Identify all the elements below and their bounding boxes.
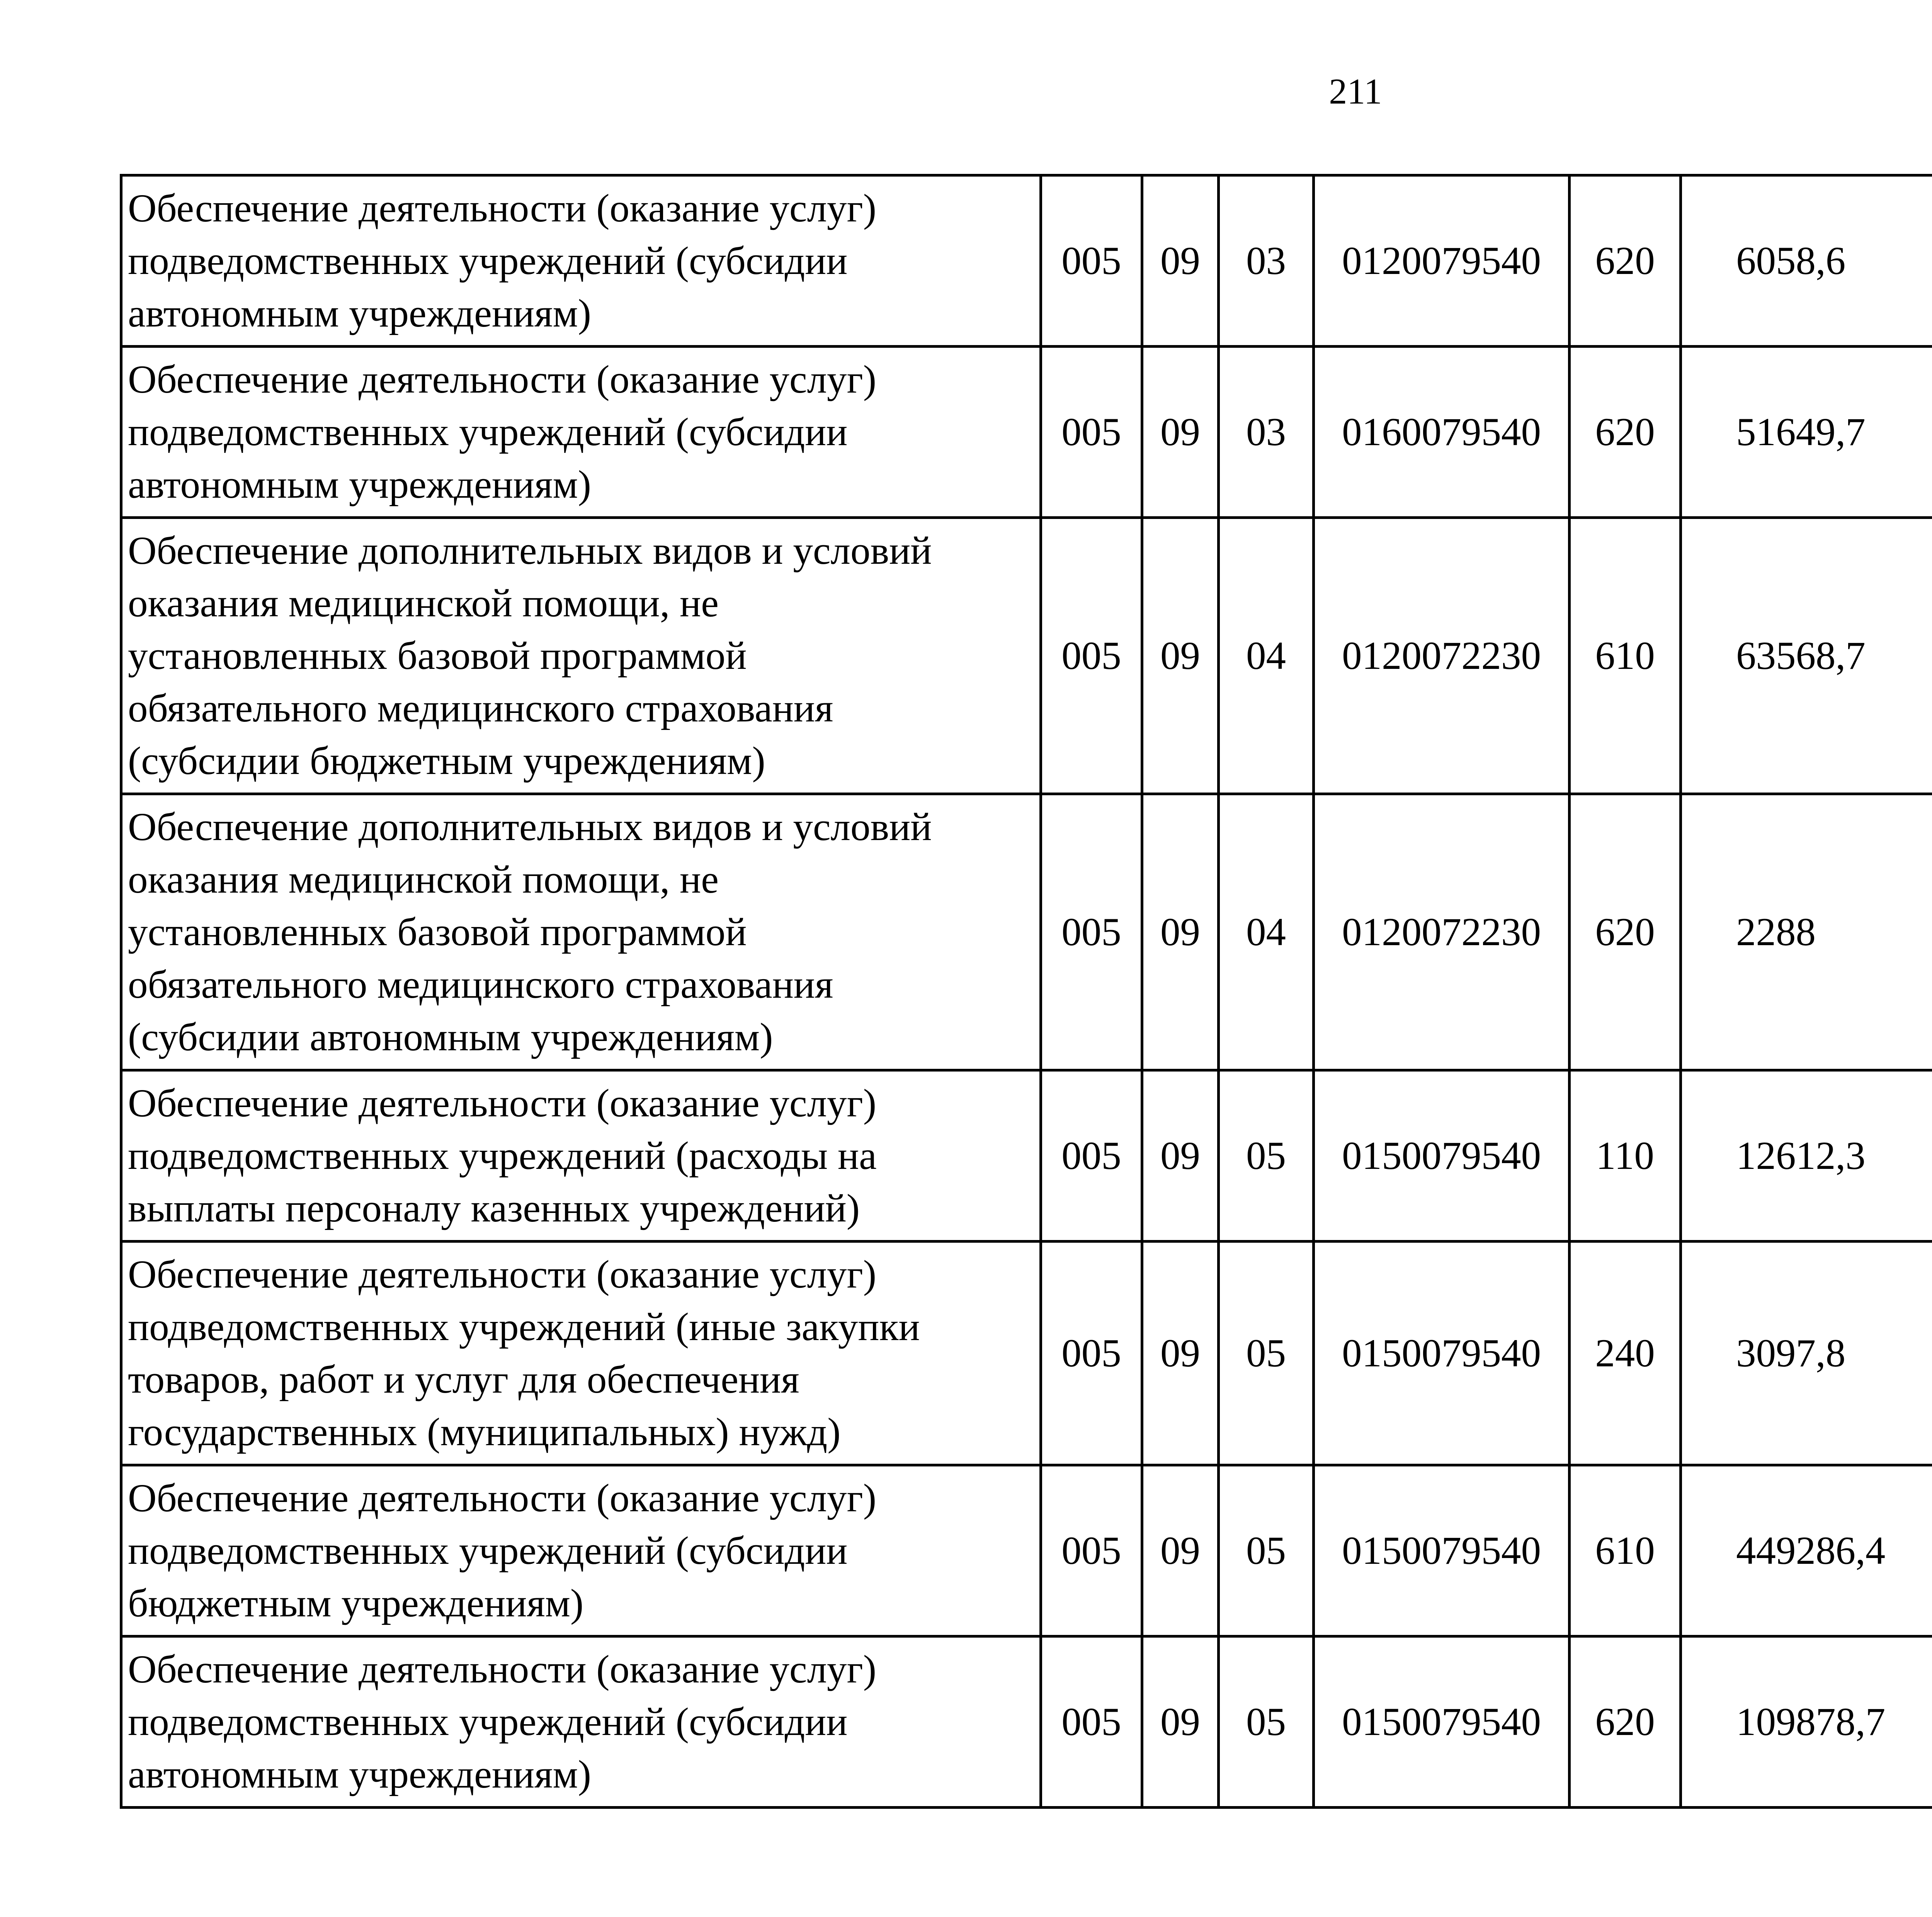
description-line: (субсидии автономным учреждениям) xyxy=(128,1015,773,1059)
description-line: автономным учреждениям) xyxy=(128,1752,591,1796)
description-cell xyxy=(121,347,1041,518)
description-line: Обеспечение дополнительных видов и условий xyxy=(128,529,932,573)
description-line: Обеспечение деятельности (оказание услуг) xyxy=(128,1252,877,1296)
section-code-cell: 005 xyxy=(1041,794,1142,1070)
description-cell xyxy=(121,1465,1041,1636)
description-cell xyxy=(121,518,1041,794)
article-code-cell: 0120079540 xyxy=(1314,175,1570,347)
chapter-code-cell: 09 xyxy=(1142,518,1219,794)
table-row xyxy=(121,175,1932,347)
description-line: установленных базовой программой xyxy=(128,910,747,954)
expense-type-cell: 620 xyxy=(1570,1636,1681,1808)
article-code-cell: 0150079540 xyxy=(1314,1242,1570,1465)
chapter-code-cell: 09 xyxy=(1142,1242,1219,1465)
chapter-code-cell: 09 xyxy=(1142,1465,1219,1636)
section-code-cell: 005 xyxy=(1041,1465,1142,1636)
description-line: Обеспечение деятельности (оказание услуг) xyxy=(128,1081,877,1125)
description-cell xyxy=(121,1636,1041,1808)
article-code-cell: 0150079540 xyxy=(1314,1636,1570,1808)
chapter-code-cell: 09 xyxy=(1142,1070,1219,1242)
amount-year-1-cell: 2288 xyxy=(1681,794,1932,1070)
description-line: Обеспечение деятельности (оказание услуг) xyxy=(128,1476,877,1520)
subsection-code-cell: 05 xyxy=(1219,1465,1314,1636)
table-body xyxy=(121,175,1932,1808)
amount-year-1-cell: 449286,4 xyxy=(1681,1465,1932,1636)
description-line: (субсидии бюджетным учреждениям) xyxy=(128,739,765,783)
subsection-code-cell: 05 xyxy=(1219,1242,1314,1465)
description-line: государственных (муниципальных) нужд) xyxy=(128,1410,841,1454)
expense-type-cell: 610 xyxy=(1570,518,1681,794)
description-line: оказания медицинской помощи, не xyxy=(128,857,719,902)
chapter-code-cell: 09 xyxy=(1142,794,1219,1070)
chapter-code-cell: 09 xyxy=(1142,1636,1219,1808)
description-line: обязательного медицинского страхования xyxy=(128,686,833,730)
subsection-code-cell: 03 xyxy=(1219,175,1314,347)
section-code-cell: 005 xyxy=(1041,1070,1142,1242)
expense-type-cell: 240 xyxy=(1570,1242,1681,1465)
subsection-code-cell: 04 xyxy=(1219,794,1314,1070)
table-row xyxy=(121,1070,1932,1242)
expense-type-cell: 110 xyxy=(1570,1070,1681,1242)
description-line: Обеспечение деятельности (оказание услуг) xyxy=(128,186,877,230)
description-line: автономным учреждениям) xyxy=(128,291,591,335)
description-cell xyxy=(121,1242,1041,1465)
table-row xyxy=(121,347,1932,518)
subsection-code-cell: 03 xyxy=(1219,347,1314,518)
section-code-cell: 005 xyxy=(1041,1242,1142,1465)
subsection-code-cell: 04 xyxy=(1219,518,1314,794)
subsection-code-cell: 05 xyxy=(1219,1636,1314,1808)
description-line: установленных базовой программой xyxy=(128,634,747,678)
table-row xyxy=(121,1242,1932,1465)
description-line: оказания медицинской помощи, не xyxy=(128,581,719,625)
amount-year-1-cell: 109878,7 xyxy=(1681,1636,1932,1808)
expense-type-cell: 620 xyxy=(1570,794,1681,1070)
description-line: Обеспечение деятельности (оказание услуг) xyxy=(128,357,877,401)
expense-type-cell: 620 xyxy=(1570,347,1681,518)
table-row xyxy=(121,794,1932,1070)
description-line: Обеспечение деятельности (оказание услуг) xyxy=(128,1647,877,1691)
description-line: обязательного медицинского страхования xyxy=(128,963,833,1007)
article-code-cell: 0160079540 xyxy=(1314,347,1570,518)
article-code-cell: 0120072230 xyxy=(1314,518,1570,794)
description-line: подведомственных учреждений (расходы на xyxy=(128,1134,877,1178)
article-code-cell: 0120072230 xyxy=(1314,794,1570,1070)
description-line: товаров, работ и услуг для обеспечения xyxy=(128,1357,799,1402)
article-code-cell: 0150079540 xyxy=(1314,1465,1570,1636)
section-code-cell: 005 xyxy=(1041,347,1142,518)
amount-year-1-cell: 3097,8 xyxy=(1681,1242,1932,1465)
amount-year-1-cell: 63568,7 xyxy=(1681,518,1932,794)
description-line: бюджетным учреждениям) xyxy=(128,1581,584,1625)
description-line: выплаты персоналу казенных учреждений) xyxy=(128,1186,860,1230)
amount-year-1-cell: 6058,6 xyxy=(1681,175,1932,347)
article-code-cell: 0150079540 xyxy=(1314,1070,1570,1242)
amount-year-1-cell: 12612,3 xyxy=(1681,1070,1932,1242)
description-line: подведомственных учреждений (субсидии xyxy=(128,410,848,454)
description-line: автономным учреждениям) xyxy=(128,463,591,507)
expense-type-cell: 610 xyxy=(1570,1465,1681,1636)
expense-type-cell: 620 xyxy=(1570,175,1681,347)
chapter-code-cell: 09 xyxy=(1142,347,1219,518)
description-cell xyxy=(121,794,1041,1070)
description-line: подведомственных учреждений (субсидии xyxy=(128,1700,848,1744)
table-row xyxy=(121,1636,1932,1808)
section-code-cell: 005 xyxy=(1041,175,1142,347)
section-code-cell: 005 xyxy=(1041,518,1142,794)
description-line: подведомственных учреждений (иные закупки xyxy=(128,1305,920,1349)
budget-table xyxy=(120,174,1932,1809)
section-code-cell: 005 xyxy=(1041,1636,1142,1808)
chapter-code-cell: 09 xyxy=(1142,175,1219,347)
description-cell xyxy=(121,175,1041,347)
description-cell xyxy=(121,1070,1041,1242)
description-line: Обеспечение дополнительных видов и условий xyxy=(128,805,932,849)
table-row xyxy=(121,1465,1932,1636)
description-line: подведомственных учреждений (субсидии xyxy=(128,239,848,283)
amount-year-1-cell: 51649,7 xyxy=(1681,347,1932,518)
page-number: 211 xyxy=(1329,71,1382,112)
table-row xyxy=(121,518,1932,794)
description-line: подведомственных учреждений (субсидии xyxy=(128,1529,848,1573)
subsection-code-cell: 05 xyxy=(1219,1070,1314,1242)
